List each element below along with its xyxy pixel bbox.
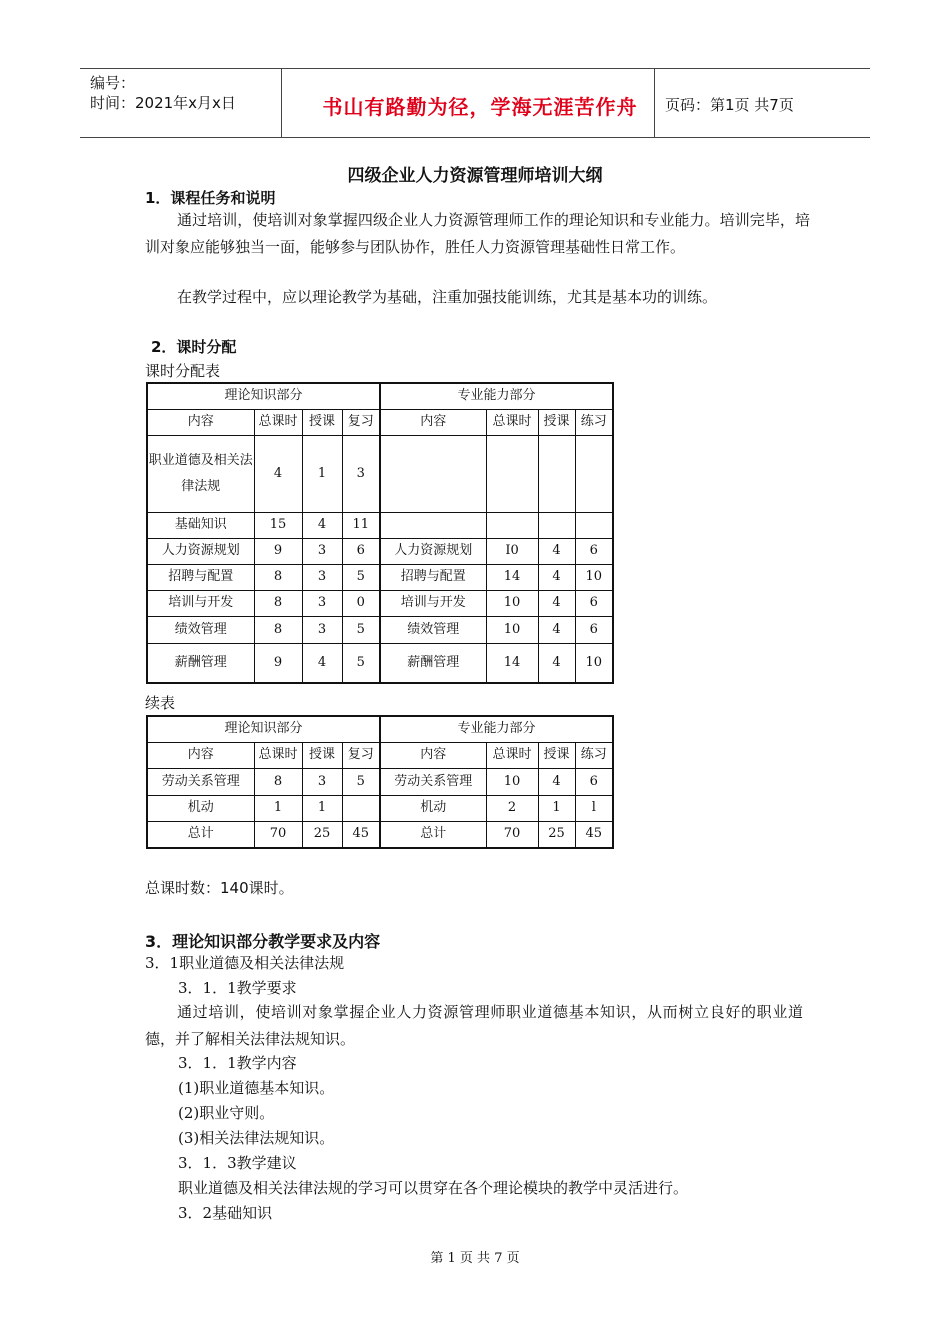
table-row (147, 564, 613, 590)
subsection-heading: 3．2基础知识 (178, 1204, 273, 1222)
table-cell: 8 (254, 564, 302, 590)
column-header: 练习 (575, 742, 613, 768)
table-cell (538, 512, 575, 538)
page-footer: 第 1 页 共 7 页 (430, 1251, 520, 1266)
table-cell: 11 (342, 512, 380, 538)
table-cell: I0 (486, 538, 538, 564)
table-cell (575, 512, 613, 538)
table-cell: l (575, 795, 613, 821)
section-heading: 1．课程任务和说明 (145, 189, 276, 207)
table-cell: 3 (302, 538, 342, 564)
table-row (147, 538, 613, 564)
column-header: 内容 (380, 742, 486, 768)
column-header: 总课时 (254, 409, 302, 435)
table-cell: 6 (575, 616, 613, 643)
table-cell: 薪酬管理 (147, 643, 254, 683)
table-cell (575, 435, 613, 512)
table-row (147, 821, 613, 848)
column-header: 内容 (147, 409, 254, 435)
table-cell: 3 (302, 590, 342, 616)
list-item: (1)职业道德基本知识。 (178, 1079, 335, 1097)
table-cell: 4 (538, 643, 575, 683)
table-row (147, 512, 613, 538)
table-cell: 职业道德及相关法律法规 (147, 435, 254, 512)
table-cell: 8 (254, 616, 302, 643)
table-cell: 14 (486, 643, 538, 683)
table-cell: 招聘与配置 (380, 564, 486, 590)
document-date: 时间：2021年x月x日 (90, 94, 236, 112)
table-cell: 3 (342, 435, 380, 512)
table-cell: 8 (254, 768, 302, 795)
document-number-label: 编号： (90, 74, 136, 92)
column-header: 练习 (575, 409, 613, 435)
table-cell: 绩效管理 (380, 616, 486, 643)
header-meta (90, 73, 236, 113)
group-header-skill: 专业能力部分 (380, 383, 613, 409)
table-cell: 1 (538, 795, 575, 821)
table-cell (380, 512, 486, 538)
column-header: 授课 (538, 409, 575, 435)
table-row (147, 643, 613, 683)
paragraph: 通过培训，使培训对象掌握企业人力资源管理师职业道德基本知识，从而树立良好的职业道德，并了解相关法律法规知识。 (145, 1003, 803, 1048)
table-cell: 6 (575, 768, 613, 795)
table-cell: 6 (575, 538, 613, 564)
table-cell: 4 (254, 435, 302, 512)
header-divider (654, 69, 655, 137)
column-header: 授课 (302, 409, 342, 435)
table-cell: 总计 (147, 821, 254, 848)
group-header-theory: 理论知识部分 (147, 383, 380, 409)
table-cell: 5 (342, 768, 380, 795)
column-header: 授课 (538, 742, 575, 768)
table-cell: 10 (486, 768, 538, 795)
table-cell: 薪酬管理 (380, 643, 486, 683)
table-cell: 4 (538, 590, 575, 616)
table-cell: 4 (538, 564, 575, 590)
table-row (147, 768, 613, 795)
table-cell: 10 (575, 564, 613, 590)
table-cell: 机动 (147, 795, 254, 821)
table-cell (538, 435, 575, 512)
table-cell: 14 (486, 564, 538, 590)
table-cell: 招聘与配置 (147, 564, 254, 590)
table-caption: 续表 (145, 694, 176, 712)
table-cell: 劳动关系管理 (380, 768, 486, 795)
table-cell: 5 (342, 643, 380, 683)
subsection-heading: 3．1．1教学要求 (178, 979, 297, 997)
header-motto: 书山有路勤为径，学海无涯苦作舟 (322, 95, 638, 119)
table-cell: 0 (342, 590, 380, 616)
page-code: 页码：第1页 共7页 (665, 96, 794, 114)
column-header: 总课时 (486, 742, 538, 768)
table-cell: 总计 (380, 821, 486, 848)
paragraph: 在教学过程中，应以理论教学为基础，注重加强技能训练，尤其是基本功的训练。 (177, 288, 718, 306)
table-row (147, 795, 613, 821)
table-cell: 10 (575, 643, 613, 683)
subsection-heading: 3．1．3教学建议 (178, 1154, 297, 1172)
hours-table-continued (146, 715, 614, 849)
column-header: 复习 (342, 742, 380, 768)
table-cell: 6 (342, 538, 380, 564)
header-divider (281, 69, 282, 137)
table-cell: 25 (538, 821, 575, 848)
hours-table (146, 382, 614, 684)
table-cell: 70 (254, 821, 302, 848)
table-caption: 课时分配表 (145, 362, 221, 380)
table-cell: 5 (342, 616, 380, 643)
table-cell (486, 512, 538, 538)
table-cell: 9 (254, 643, 302, 683)
table-cell: 9 (254, 538, 302, 564)
table-cell: 4 (538, 538, 575, 564)
table-cell: 培训与开发 (147, 590, 254, 616)
section-heading: 2．课时分配 (151, 338, 237, 356)
table-row (147, 616, 613, 643)
table-cell: 10 (486, 590, 538, 616)
table-cell: 45 (575, 821, 613, 848)
page-header (80, 68, 870, 138)
table-cell: 机动 (380, 795, 486, 821)
table-cell: 人力资源规划 (147, 538, 254, 564)
column-header: 总课时 (486, 409, 538, 435)
total-hours: 总课时数：140课时。 (145, 879, 294, 897)
table-cell (342, 795, 380, 821)
column-header: 授课 (302, 742, 342, 768)
column-header: 内容 (147, 742, 254, 768)
table-cell: 3 (302, 564, 342, 590)
column-header: 总课时 (254, 742, 302, 768)
table-cell: 6 (575, 590, 613, 616)
group-header-theory: 理论知识部分 (147, 716, 380, 742)
table-cell: 培训与开发 (380, 590, 486, 616)
list-item: (2)职业守则。 (178, 1104, 275, 1122)
table-cell: 3 (302, 768, 342, 795)
group-header-skill: 专业能力部分 (380, 716, 613, 742)
table-cell: 4 (538, 616, 575, 643)
table-row (147, 590, 613, 616)
table-cell: 8 (254, 590, 302, 616)
table-cell: 1 (302, 795, 342, 821)
table-row (147, 435, 613, 512)
paragraph: 通过培训，使培训对象掌握四级企业人力资源管理师工作的理论知识和专业能力。培训完毕，培训对象应能够独当一面，能够参与团队协作，胜任人力资源管理基础性日常工作。 (145, 211, 810, 256)
table-cell: 人力资源规划 (380, 538, 486, 564)
subsection-heading: 3．1．1教学内容 (178, 1054, 297, 1072)
table-cell: 1 (302, 435, 342, 512)
table-cell: 10 (486, 616, 538, 643)
table-cell: 4 (302, 643, 342, 683)
table-cell: 70 (486, 821, 538, 848)
table-cell: 25 (302, 821, 342, 848)
table-cell: 劳动关系管理 (147, 768, 254, 795)
table-cell: 1 (254, 795, 302, 821)
table-cell: 绩效管理 (147, 616, 254, 643)
table-cell: 4 (538, 768, 575, 795)
table-cell: 5 (342, 564, 380, 590)
section-heading: 3．理论知识部分教学要求及内容 (145, 932, 381, 951)
column-header: 内容 (380, 409, 486, 435)
table-cell: 15 (254, 512, 302, 538)
table-cell (486, 435, 538, 512)
table-cell: 2 (486, 795, 538, 821)
table-cell (380, 435, 486, 512)
table-cell: 3 (302, 616, 342, 643)
subsection-heading: 3．1职业道德及相关法律法规 (145, 954, 345, 972)
table-cell: 基础知识 (147, 512, 254, 538)
paragraph: 职业道德及相关法律法规的学习可以贯穿在各个理论模块的教学中灵活进行。 (178, 1179, 689, 1197)
table-cell: 4 (302, 512, 342, 538)
list-item: (3)相关法律法规知识。 (178, 1129, 335, 1147)
column-header: 复习 (342, 409, 380, 435)
document-title: 四级企业人力资源管理师培训大纲 (347, 166, 603, 186)
table-cell: 45 (342, 821, 380, 848)
